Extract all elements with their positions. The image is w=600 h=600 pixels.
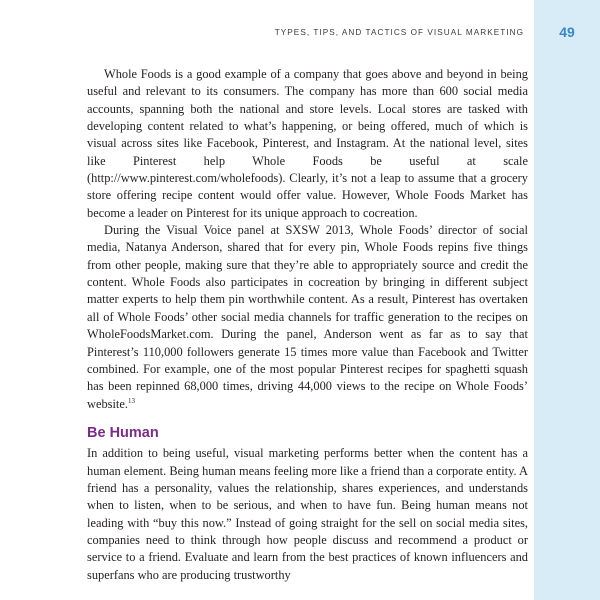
paragraph-sxsw-panel — [87, 222, 528, 413]
page-number: 49 — [559, 24, 575, 40]
paragraph-whole-foods-example: Whole Foods is a good example of a company that goes above and beyond in being useful and relevant to its consumers. The company has more than 600 social media accounts, spanning both the national and store levels. Local stores are tasked with developing content related to what’s happening, or being offered, much of which is visual across sites like Facebook, Pinterest, and Instagram. At the national level, sites like Pinterest help Whole Foods be useful at scale (http://www.pinterest.com/wholefoods). Clearly, it’s not a leap to assume that a grocery store offering recipe content would offer value. However, Whole Foods Market has become a leader on Pinterest for its unique approach to cocreation. — [87, 67, 528, 220]
footnote-reference: 13 — [127, 396, 135, 405]
side-color-strip — [534, 0, 600, 600]
body-text — [87, 66, 528, 584]
running-head: TYPES, TIPS, AND TACTICS OF VISUAL MARKETING — [274, 28, 524, 37]
paragraph-sxsw-text: During the Visual Voice panel at SXSW 2013, Whole Foods’ director of social media, Natanya Anderson, shared that for every pin, Whole Foods repins five things from other people, making sure that they’re able to appropriately source and credit the content. Whole Foods also participates in cocreation by bringing in different subject matter experts to help them pin worthwhile content. As a result, Pinterest has overtaken all of Whole Foods’ other social media channels for traffic generation to the recipes on WholeFoodsMarket.com. During the panel, Anderson went as far as to say that Pinterest’s 110,000 followers generate 15 times more value than Facebook and Twitter combined. For example, one of the most popular Pinterest recipes for spaghetti squash has been repinned 68,000 times, driving 44,000 views to the recipe on Whole Foods’ website. — [87, 223, 528, 411]
section-heading-be-human: Be Human — [87, 424, 159, 441]
paragraph-be-human: In addition to being useful, visual marketing performs better when the content has a human element. Being human means feeling more like a friend than a corporate entity. A friend has a personality, values the relationship, shares experiences, and understands when to listen, when to be serious, and when to have fun. Being human means not leading with “buy this now.” Instead of going straight for the sell on social media sites, companies need to think through how people discuss and recommend a product or service to a friend. Evaluate and learn from the best practices of known influencers and superfans who are producing trustworthy — [87, 446, 528, 582]
